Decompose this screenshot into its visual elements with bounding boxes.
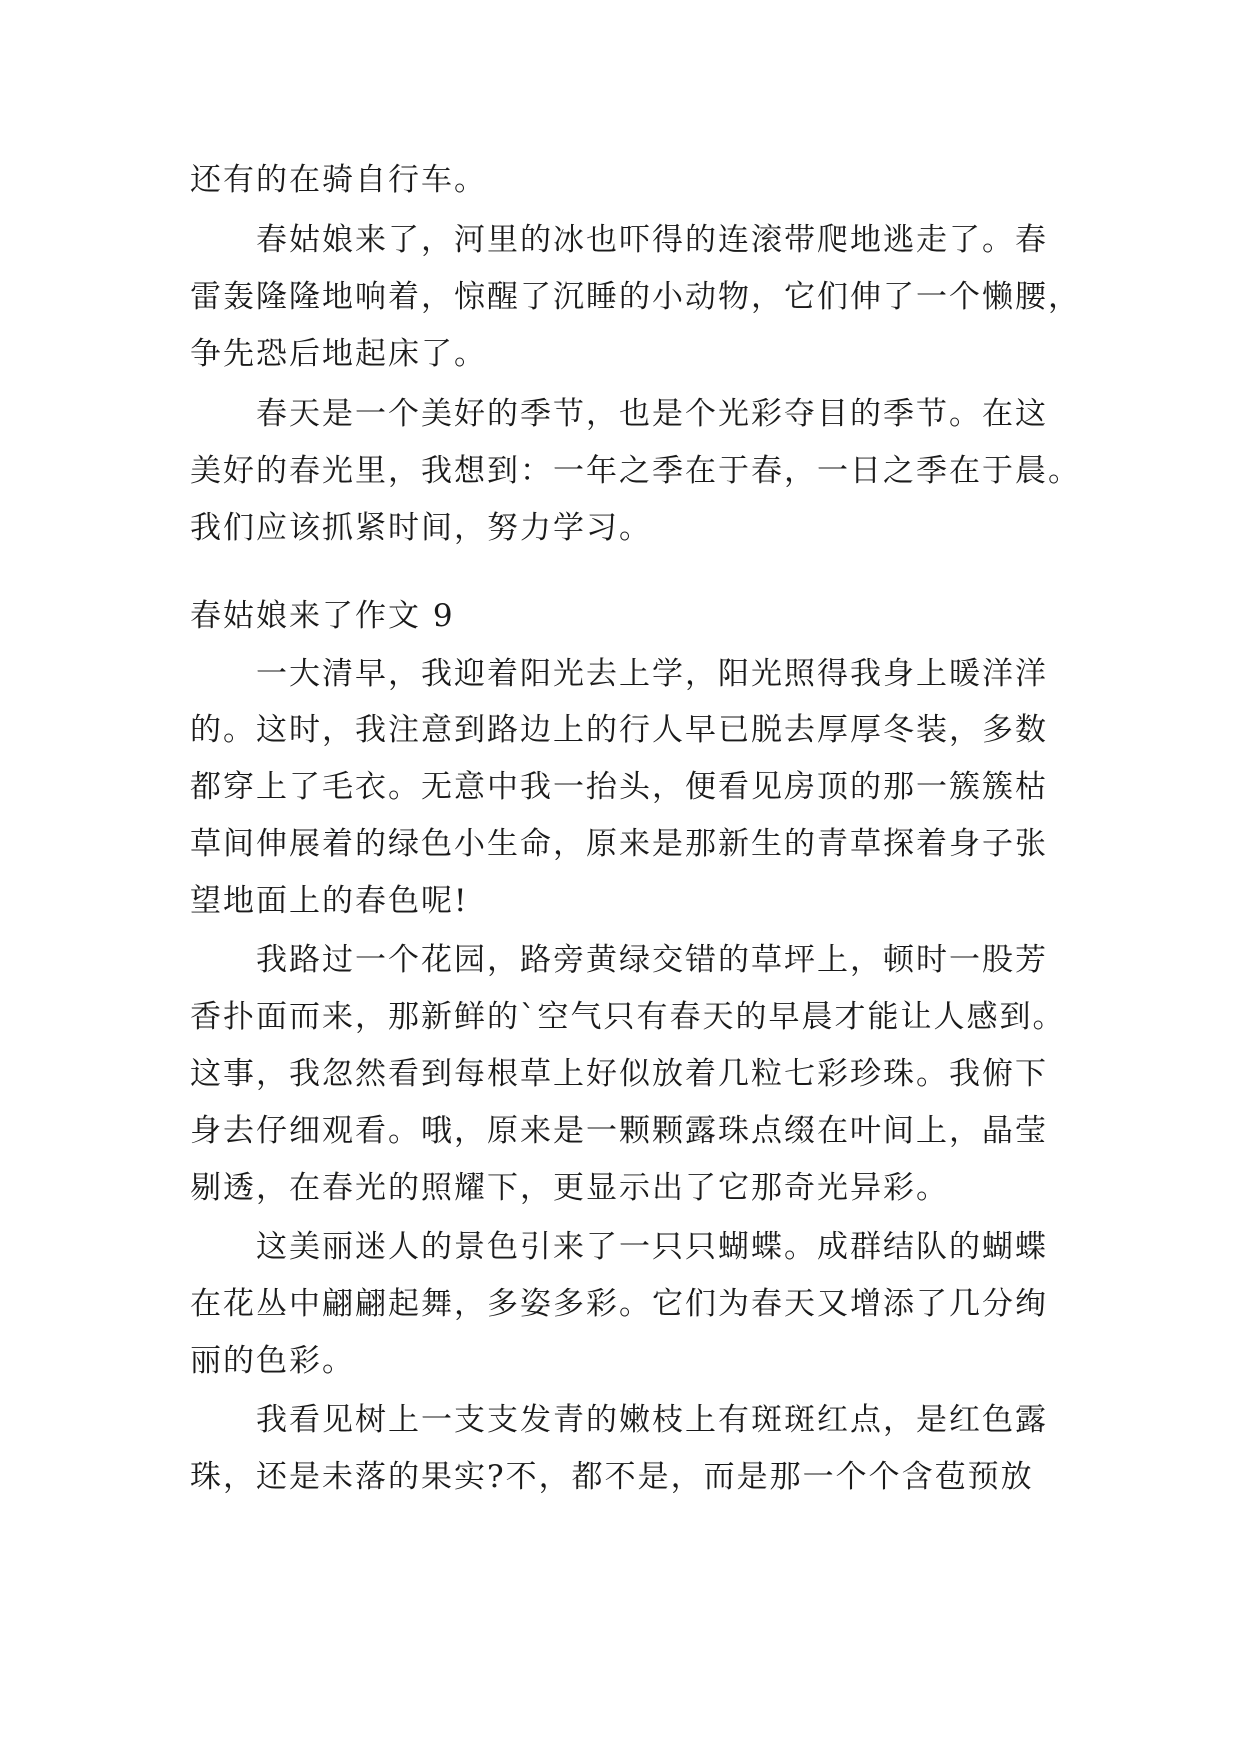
text-line: 一大清早，我迎着阳光去上学，阳光照得我身上暖洋洋 [190, 656, 1048, 692]
text-line: 珠，还是未落的果实?不，都不是，而是那一个个含苞预放 [190, 1459, 1034, 1495]
text-line: 雷轰隆隆地响着，惊醒了沉睡的小动物，它们伸了一个懒腰， [190, 279, 1081, 315]
text-line: 剔透，在春光的照耀下，更显示出了它那奇光异彩。 [190, 1170, 949, 1206]
text-line: 春天是一个美好的季节，也是个光彩夺目的季节。在这 [190, 396, 1048, 432]
text-line: 望地面上的春色呢! [190, 883, 469, 919]
text-line: 争先恐后地起床了。 [190, 336, 487, 372]
text-line: 这美丽迷人的景色引来了一只只蝴蝶。成群结队的蝴蝶 [190, 1229, 1048, 1265]
text-line: 香扑面而来，那新鲜的`空气只有春天的早晨才能让人感到。 [190, 999, 1066, 1035]
text-line: 的。这时，我注意到路边上的行人早已脱去厚厚冬装，多数 [190, 712, 1048, 748]
section-heading: 春姑娘来了作文 9 [190, 598, 455, 634]
text-line: 还有的在骑自行车。 [190, 162, 487, 198]
text-line: 在花丛中翩翩起舞，多姿多彩。它们为春天又增添了几分绚 [190, 1286, 1048, 1322]
text-line: 美好的春光里，我想到：一年之季在于春，一日之季在于晨。 [190, 453, 1081, 489]
text-line: 身去仔细观看。哦，原来是一颗颗露珠点缀在叶间上，晶莹 [190, 1113, 1048, 1149]
text-line: 草间伸展着的绿色小生命，原来是那新生的青草探着身子张 [190, 826, 1048, 862]
text-line: 都穿上了毛衣。无意中我一抬头，便看见房顶的那一簇簇枯 [190, 769, 1048, 805]
text-line: 我路过一个花园，路旁黄绿交错的草坪上，顿时一股芳 [190, 942, 1048, 978]
text-line: 丽的色彩。 [190, 1343, 355, 1379]
text-line: 我看见树上一支支发青的嫩枝上有斑斑红点，是红色露 [190, 1402, 1048, 1438]
text-line: 这事，我忽然看到每根草上好似放着几粒七彩珍珠。我俯下 [190, 1056, 1048, 1092]
text-line: 我们应该抓紧时间，努力学习。 [190, 510, 652, 546]
text-line: 春姑娘来了，河里的冰也吓得的连滚带爬地逃走了。春 [190, 222, 1048, 258]
